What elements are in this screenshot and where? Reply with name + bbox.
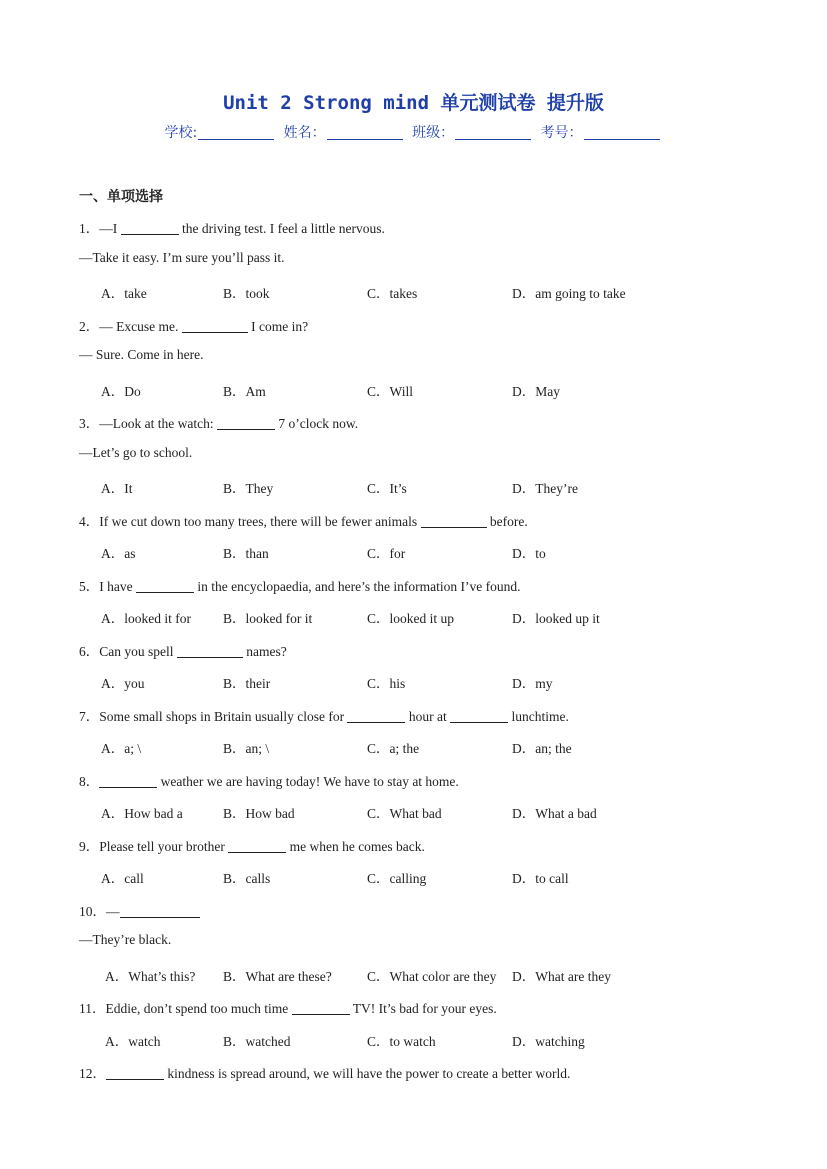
- question-text: Can you spell: [99, 644, 177, 659]
- answer-blank: [217, 416, 275, 430]
- option-b[interactable]: B．an; \: [223, 741, 270, 756]
- options-1: [101, 282, 661, 300]
- question-text: If we cut down too many trees, there will be fewer animals: [99, 514, 421, 529]
- options-10: [105, 965, 665, 983]
- question-1: [79, 217, 385, 237]
- question-text: Eddie, don’t spend too much time: [105, 1001, 292, 1016]
- question-text: TV! It’s bad for your eyes.: [349, 1001, 497, 1016]
- question-9: [79, 835, 425, 855]
- option-b[interactable]: B．their: [223, 676, 271, 691]
- answer-blank: [99, 774, 157, 788]
- option-a[interactable]: A．watch: [105, 1034, 161, 1049]
- option-c[interactable]: C．looked it up: [367, 611, 454, 626]
- option-d[interactable]: D．They’re: [512, 481, 578, 496]
- option-b[interactable]: B．They: [223, 481, 274, 496]
- question-2-reply: — Sure. Come in here.: [79, 347, 204, 362]
- option-b[interactable]: B．than: [223, 546, 269, 561]
- option-b[interactable]: B．took: [223, 286, 270, 301]
- option-c[interactable]: C．calling: [367, 871, 427, 886]
- option-d[interactable]: D．looked up it: [512, 611, 600, 626]
- option-a[interactable]: A．call: [101, 871, 144, 886]
- question-10-reply: —They’re black.: [79, 932, 172, 947]
- question-2: [79, 315, 308, 335]
- question-number: 4．: [79, 514, 100, 529]
- options-6: [101, 672, 661, 690]
- question-number: 9．: [79, 839, 100, 854]
- answer-blank: [120, 904, 200, 918]
- question-1-reply: —Take it easy. I’m sure you’ll pass it.: [79, 250, 285, 265]
- question-3: [79, 412, 358, 432]
- option-c[interactable]: C．takes: [367, 286, 418, 301]
- section-title: 一、单项选择: [79, 189, 163, 205]
- answer-blank: [292, 1001, 350, 1015]
- options-3: [101, 477, 661, 495]
- question-7: [79, 705, 569, 725]
- option-c[interactable]: C．Will: [367, 384, 413, 399]
- option-c[interactable]: C．What bad: [367, 806, 442, 821]
- answer-blank: [421, 514, 487, 528]
- option-d[interactable]: D．to call: [512, 871, 569, 886]
- question-5: [79, 575, 521, 595]
- option-d[interactable]: D．to: [512, 546, 546, 561]
- option-d[interactable]: D．What are they: [512, 969, 611, 984]
- option-b[interactable]: B．looked for it: [223, 611, 313, 626]
- option-a[interactable]: A．as: [101, 546, 136, 561]
- answer-blank: [121, 221, 179, 235]
- question-text: me when he comes back.: [286, 839, 425, 854]
- question-6: [79, 640, 287, 660]
- question-text: —: [106, 904, 120, 919]
- option-a[interactable]: A．Do: [101, 384, 141, 399]
- answer-blank: [177, 644, 243, 658]
- question-3-reply: —Let’s go to school.: [79, 445, 193, 460]
- question-text: Some small shops in Britain usually close for: [99, 709, 348, 724]
- option-b[interactable]: B．watched: [223, 1034, 291, 1049]
- option-c[interactable]: C．a; the: [367, 741, 420, 756]
- option-b[interactable]: B．How bad: [223, 806, 295, 821]
- option-b[interactable]: B．What are these?: [223, 969, 332, 984]
- answer-blank: [182, 319, 248, 333]
- option-b[interactable]: B．Am: [223, 384, 266, 399]
- option-c[interactable]: C．What color are they: [367, 969, 497, 984]
- student-info-row: [0, 122, 827, 142]
- name-label: 姓名：: [283, 125, 326, 141]
- question-text: names?: [242, 644, 287, 659]
- exam-number-blank[interactable]: [584, 125, 660, 140]
- question-text: kindness is spread around, we will have the power to create a better world.: [164, 1066, 571, 1081]
- options-2: [101, 380, 661, 398]
- class-label: 班级：: [412, 125, 455, 141]
- exam-number-label: 考号：: [540, 125, 583, 141]
- answer-blank: [228, 839, 286, 853]
- option-c[interactable]: C．for: [367, 546, 406, 561]
- option-d[interactable]: D．my: [512, 676, 553, 691]
- option-a[interactable]: A．a; \: [101, 741, 142, 756]
- answer-blank: [450, 709, 508, 723]
- option-c[interactable]: C．It’s: [367, 481, 407, 496]
- question-text: in the encyclopaedia, and here’s the information I’ve found.: [193, 579, 521, 594]
- option-d[interactable]: D．watching: [512, 1034, 585, 1049]
- options-7: [101, 737, 661, 755]
- question-number: 11．: [79, 1001, 106, 1016]
- question-number: 2．: [79, 319, 100, 334]
- question-11: [79, 997, 497, 1017]
- question-text: I have: [99, 579, 136, 594]
- option-c[interactable]: C．his: [367, 676, 406, 691]
- question-text: the driving test. I feel a little nervous.: [178, 221, 385, 236]
- question-number: 7．: [79, 709, 100, 724]
- question-text: weather we are having today! We have to stay at home.: [157, 774, 459, 789]
- question-text: lunchtime.: [508, 709, 569, 724]
- option-a[interactable]: A．take: [101, 286, 147, 301]
- page-title: Unit 2 Strong mind 单元测试卷 提升版: [223, 92, 604, 114]
- option-b[interactable]: B．calls: [223, 871, 271, 886]
- options-4: [101, 542, 661, 560]
- option-a[interactable]: A．How bad a: [101, 806, 183, 821]
- answer-blank: [136, 579, 194, 593]
- answer-blank: [347, 709, 405, 723]
- options-8: [101, 802, 661, 820]
- question-text: —Look at the watch:: [99, 416, 217, 431]
- school-blank[interactable]: [198, 125, 274, 140]
- class-blank[interactable]: [455, 125, 531, 140]
- option-a[interactable]: A．looked it for: [101, 611, 191, 626]
- question-text: — Excuse me.: [99, 319, 182, 334]
- question-text: I come in?: [247, 319, 309, 334]
- option-a[interactable]: A．It: [101, 481, 133, 496]
- question-12: [79, 1062, 570, 1082]
- question-number: 1．: [79, 221, 100, 236]
- options-5: [101, 607, 661, 625]
- question-number: 8．: [79, 774, 100, 789]
- question-8: [79, 770, 459, 790]
- option-d[interactable]: D．am going to take: [512, 286, 626, 301]
- option-a[interactable]: A．you: [101, 676, 145, 691]
- option-d[interactable]: D．an; the: [512, 741, 572, 756]
- question-text: hour at: [405, 709, 451, 724]
- option-c[interactable]: C．to watch: [367, 1034, 436, 1049]
- question-text: —I: [99, 221, 121, 236]
- question-10: [79, 900, 200, 920]
- options-11: [105, 1030, 665, 1048]
- question-text: before.: [486, 514, 528, 529]
- question-number: 12．: [79, 1066, 106, 1081]
- question-number: 6．: [79, 644, 100, 659]
- option-d[interactable]: D．May: [512, 384, 560, 399]
- question-number: 10．: [79, 904, 106, 919]
- question-text: Please tell your brother: [99, 839, 229, 854]
- question-number: 5．: [79, 579, 100, 594]
- question-text: 7 o’clock now.: [274, 416, 359, 431]
- name-blank[interactable]: [327, 125, 403, 140]
- school-label: 学校:: [164, 125, 198, 141]
- options-9: [101, 867, 661, 885]
- option-a[interactable]: A．What’s this?: [105, 969, 196, 984]
- question-4: [79, 510, 528, 530]
- answer-blank: [106, 1066, 164, 1080]
- question-number: 3．: [79, 416, 100, 431]
- option-d[interactable]: D．What a bad: [512, 806, 597, 821]
